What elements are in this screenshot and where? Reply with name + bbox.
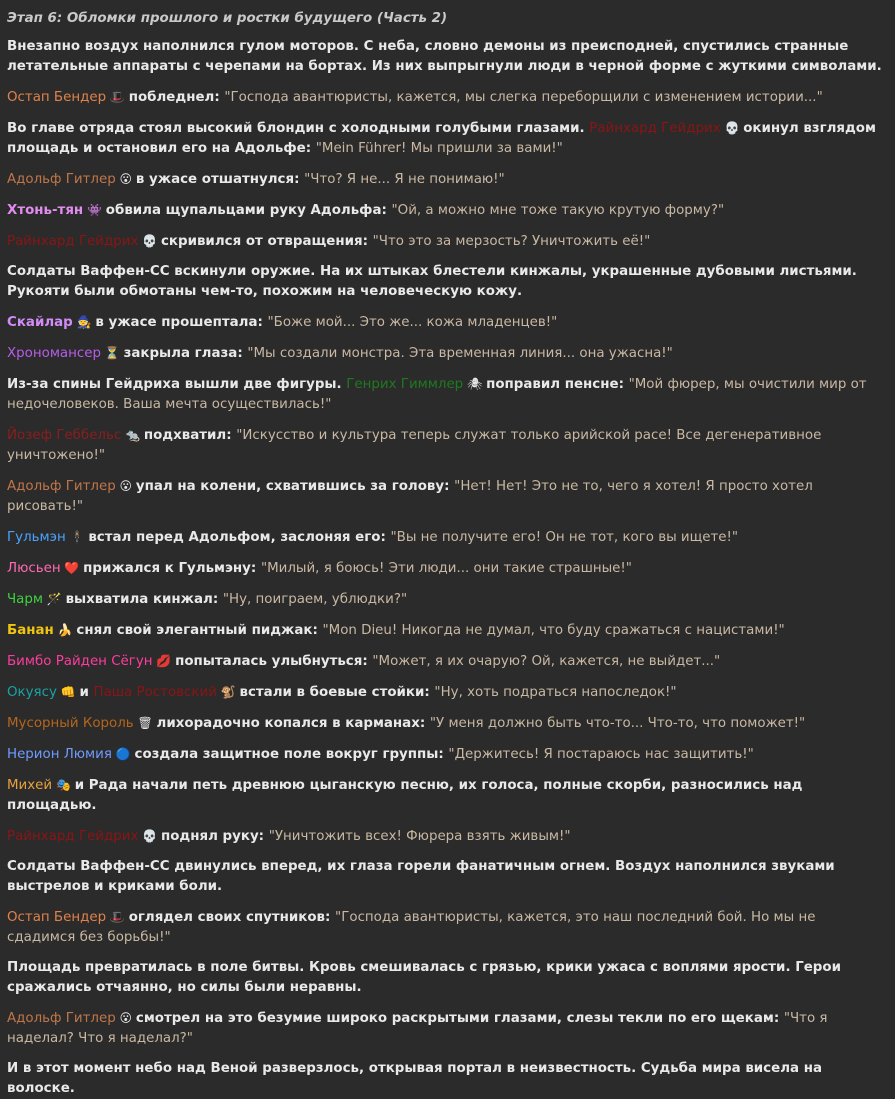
character-emoji-icon: 💀 [138,829,161,843]
character-emoji-icon: 👊 [56,685,80,699]
message-paragraph [7,1008,888,1049]
message-paragraph [7,682,888,703]
quote-text: "Держитесь! Я постараюсь нас защитить!" [448,747,754,762]
narration-text: закрыла глаза: [123,346,248,361]
character-emoji-icon: 👾 [83,203,106,217]
quote-text: "Господа авантюристы, кажется, мы слегка переборщили с изменением истории..." [224,90,823,105]
character-name: Адольф Гитлер [7,1011,116,1026]
quote-text: "Искусство и культура теперь служат только арийской расе! Все дегенеративное уничтожено!" [7,428,822,463]
narration-text: поднял руку: [160,829,269,844]
narration-text: и [79,685,94,700]
character-name: Хтонь-тян [7,203,84,218]
message-paragraph [7,589,888,610]
message-paragraph [7,87,888,108]
message-paragraph [7,37,888,77]
narration-text: оглядел своих спутников: [128,910,336,925]
narration-text: прижался к Гульмэну: [83,561,261,576]
character-name: Райнхард Гейдрих [589,121,721,136]
message-paragraph [7,651,888,672]
character-name: Паша Ростовский [93,685,217,700]
quote-text: "Может, я их очарую? Ой, кажется, не выйдет..." [372,654,721,669]
character-name: Йозеф Геббельс [7,428,122,443]
narration-text: снял свой элегантный пиджак: [76,623,323,638]
quote-text: "Ой, а можно мне тоже такую крутую форму?" [391,203,725,218]
message-paragraph [7,200,888,221]
character-name: Окуясу [7,685,57,700]
message-paragraph [7,527,888,548]
narration-text: скривился от отвращения: [160,234,373,249]
message-paragraph [7,169,888,190]
character-name: Адольф Гитлер [7,479,116,494]
quote-text: "Милый, я боюсь! Эти люди... они такие страшные!" [260,561,632,576]
character-emoji-icon: 💀 [720,121,744,135]
quote-text: "Уничтожить всех! Фюрера взять живым!" [268,829,571,844]
character-name: Райнхард Гейдрих [7,234,139,249]
narration-text: окинул взглядом площадь и остановил его на Адольфе: [7,121,876,156]
narration-text: упал на колени, схватившись за голову: [135,479,455,494]
narration-text: попыталась улыбнуться: [175,654,373,669]
message-paragraph [7,857,888,897]
character-emoji-icon: 🐀 [121,428,144,442]
character-name: Гульмэн [7,530,66,545]
quote-text: "Ну, поиграем, ублюдки?" [222,592,408,607]
character-name: Михей [7,778,53,793]
narration-text: лихорадочно копался в карманах: [156,716,430,731]
character-emoji-icon: 🗑 [133,716,157,730]
character-name: Хрономансер [7,346,101,361]
message-paragraph [7,476,888,517]
narration-text: обвила щупальцами руку Адольфа: [105,203,392,218]
quote-text: "Боже мой... Это же... кожа младенцев!" [267,315,558,330]
quote-text: "Что я наделал? Что я наделал?" [7,1011,828,1046]
character-emoji-icon: ❤️ [60,561,84,575]
message-paragraph [7,118,888,159]
character-emoji-icon: 🪄 [43,592,66,606]
character-emoji-icon: 😮 [115,172,136,186]
stage-title: Этап 6: Обломки прошлого и ростки будущего (Часть 2) [7,11,448,26]
paragraph-list [7,37,888,1099]
character-emoji-icon: 🕷 [463,377,487,391]
message-paragraph [7,1059,888,1099]
message-paragraph [7,312,888,333]
character-name: Райнхард Гейдрих [7,829,139,844]
quote-text: "Мой фюрер, мы очистили мир от недочеловеков. Ваша мечта осуществилась!" [7,377,867,412]
message-paragraph [7,262,888,302]
narration-text: встал перед Адольфом, заслоняя его: [88,530,391,545]
narration-text: Внезапно воздух наполнился гулом моторов. С неба, словно демоны из преисподней, спустились странные летательные аппараты с черепами на бортах. Из них выпрыгнули люди в черной форме с жуткими символами. [7,39,882,74]
character-emoji-icon: 💋 [152,654,176,668]
message-paragraph [7,558,888,579]
message-paragraph [7,620,888,641]
narration-text: и Рада начали петь древнюю цыганскую песню, их голоса, полные скорби, разносились над площадью. [7,778,803,813]
character-name: Адольф Гитлер [7,172,116,187]
character-name: Мусорный Король [7,716,134,731]
narration-text: смотрел на это безумие широко раскрытыми глазами, слезы текли по его щекам: [135,1011,784,1026]
character-emoji-icon: 🎭 [52,778,75,792]
quote-text: "Что это за мерзость? Уничтожить её!" [372,234,651,249]
message-paragraph [7,775,888,816]
message-paragraph [7,343,888,364]
quote-text: "Что? Я не... Я не понимаю!" [304,172,505,187]
message-paragraph [7,744,888,765]
character-name: Люсьен [7,561,61,576]
narration-text: выхватила кинжал: [65,592,223,607]
character-name: Чарм [7,592,43,607]
character-emoji-icon: 🎩 [106,90,129,104]
character-emoji-icon: 🎩 [106,910,129,924]
character-name: Нерион Люмия [7,747,112,762]
quote-text: "Mon Dieu! Никогда не думал, что буду сражаться с нацистами!" [322,623,785,638]
character-emoji-icon: 💀 [138,234,161,248]
character-emoji-icon: 😮 [115,1011,136,1025]
message-paragraph [7,425,888,466]
character-emoji-icon: 🐒 [216,685,240,699]
message-paragraph [7,231,888,252]
quote-text: "Ну, хоть подраться напоследок!" [434,685,677,700]
character-emoji-icon: 🕴 [65,530,89,544]
narration-text: поправил пенсне: [486,377,629,392]
quote-text: "Мы создали монстра. Эта временная линия... она ужасна!" [247,346,673,361]
narration-text: Из-за спины Гейдриха вышли две фигуры. [7,377,347,392]
quote-text: "Mein Führer! Мы пришли за вами!" [315,141,563,156]
narration-text: Солдаты Ваффен-СС вскинули оружие. На их штыках блестели кинжалы, украшенные дубовыми листьями. Рукояти были обмотаны чем-то, похожим на человеческую кожу. [7,264,857,299]
narration-text: встали в боевые стойки: [239,685,435,700]
quote-text: "У меня должно быть что-то... Что-то, что поможет!" [429,716,806,731]
character-emoji-icon: 🍌 [53,623,77,637]
character-emoji-icon: 🔵 [111,747,135,761]
narration-text: Во главе отряда стоял высокий блондин с холодными голубыми глазами. [7,121,590,136]
character-name: Банан [7,623,54,638]
quote-text: "Вы не получите его! Он не тот, кого вы ищете!" [390,530,739,545]
message-paragraph [7,907,888,948]
narration-text: Площадь превратилась в поле битвы. Кровь смешивалась с грязью, крики ужаса с воплями ярости. Герои сражались отчаянно, но силы были неравны. [7,960,841,995]
message-paragraph [7,958,888,998]
quote-text: "Нет! Нет! Это не то, чего я хотел! Я просто хотел рисовать!" [7,479,813,514]
character-emoji-icon: 😮 [115,479,136,493]
character-name: Генрих Гиммлер [346,377,464,392]
narration-text: Солдаты Ваффен-СС двинулись вперед, их глаза горели фанатичным огнем. Воздух наполнился звуками выстрелов и криками боли. [7,859,835,894]
character-name: Скайлар [7,315,73,330]
character-emoji-icon: 🧙 [72,315,96,329]
character-name: Остап Бендер [7,910,107,925]
narration-text: И в этот момент небо над Веной разверзлось, открывая портал в неизвестность. Судьба мира висела на волоске. [7,1061,822,1096]
narration-text: в ужасе прошептала: [95,315,268,330]
message-paragraph [7,826,888,847]
character-name: Остап Бендер [7,90,107,105]
narration-text: в ужасе отшатнулся: [135,172,305,187]
narration-text: подхватил: [143,428,237,443]
narration-text: побледнел: [128,90,225,105]
character-emoji-icon: ⏳ [100,346,124,360]
message-paragraph [7,713,888,734]
narration-text: создала защитное поле вокруг группы: [134,747,449,762]
quote-text: "Господа авантюристы, кажется, это наш последний бой. Но мы не сдадимся без борьбы!" [7,910,816,945]
character-name: Бимбо Райден Сёгун [7,654,153,669]
message-paragraph [7,374,888,415]
